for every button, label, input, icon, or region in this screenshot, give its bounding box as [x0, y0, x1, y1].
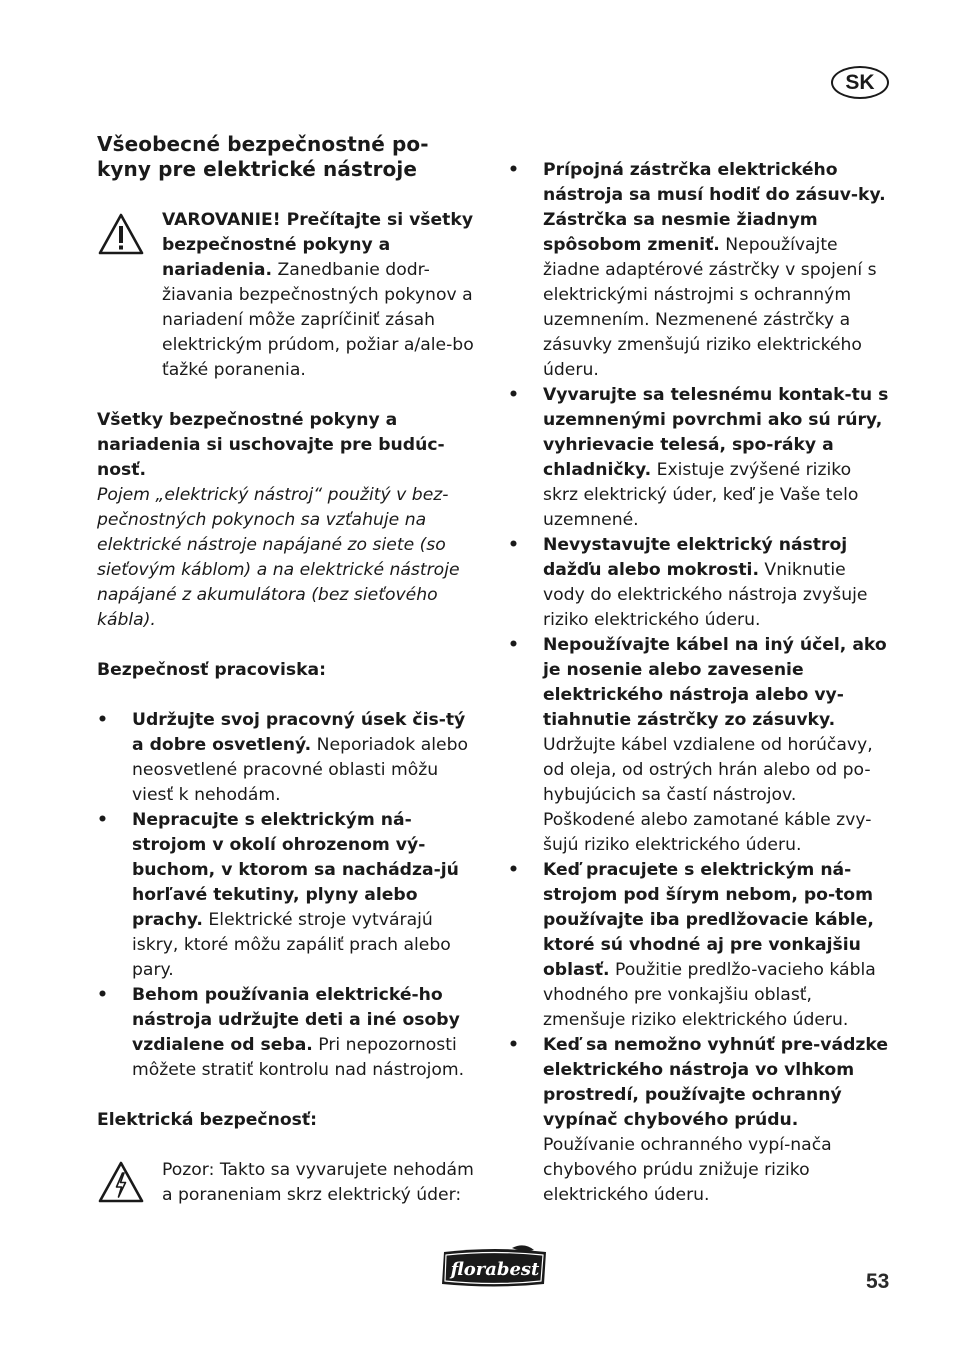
list-item-text: Existuje zvýšené riziko skrz elektrický úder, keď je Vaše telo uzemnené.: [543, 460, 859, 530]
list-item-text: Pri nepozornosti môžete stratiť kontrolu nad nástrojom.: [132, 1035, 465, 1080]
page-number: 53: [866, 1270, 890, 1293]
warning-text: [162, 208, 479, 383]
list-item-bold: Nepoužívajte kábel na iný účel, ako je nosenie alebo zavesenie elektrického nástroja alebo vy-tiahnutie zástrčky zo zásuvky.: [543, 635, 887, 730]
list-item: [508, 1033, 890, 1208]
list-item-bold: Vyvarujte sa telesnému kontak-tu s uzemnenými povrchmi ako sú rúry, vyhrievacie telesá, spo-ráky a chladničky.: [543, 385, 889, 480]
florabest-logo: [438, 1244, 552, 1290]
list-item: [508, 533, 890, 633]
list-item-bold: Udržujte svoj pracovný úsek čis-tý a dobre osvetlený.: [132, 710, 466, 755]
keep-instructions-heading: Všetky bezpečnostné pokyny a nariadenia si uschovajte pre budúc-nosť.: [97, 410, 445, 480]
list-item: [97, 708, 479, 808]
list-item-bold: Prípojná zástrčka elektrického nástroja sa musí hodiť do zásuv-ky. Zástrčka sa nesmie žiadnym spôsobom zmeniť.: [543, 160, 886, 255]
right-column: [508, 158, 890, 1208]
language-badge: SK: [831, 66, 889, 99]
section-title: [97, 132, 479, 182]
list-item-text: Nepoužívajte žiadne adaptérové zástrčky v spojení s elektrickými nástrojmi s ochranným uzemnením. Nezmenené zástrčky a zásuvky zmenšujú riziko elektrického úderu.: [543, 235, 877, 380]
list-item-text: Elektrické stroje vytvárajú iskry, ktoré môžu zapáliť prach alebo pary.: [132, 910, 451, 980]
list-item-bold: Keď pracujete s elektrickým ná-strojom pod šírym nebom, po-tom používajte iba predlžovacie káble, ktoré sú vhodné aj pre vonkajšiu oblasť.: [543, 860, 874, 980]
section-title-line1: Všeobecné bezpečnostné po-: [97, 132, 429, 156]
list-item-text: Používanie ochranného vypí-nača chybového prúdu znižuje riziko elektrického úderu.: [543, 1135, 832, 1205]
electrical-safety-heading: Elektrická bezpečnosť:: [97, 1110, 317, 1130]
bullet-dot: •: [508, 860, 519, 880]
left-column: [97, 132, 479, 1208]
list-item: [508, 858, 890, 1033]
warning-body-text: Zanedbanie dodr-žiavania bezpečnostných pokynov a nariadení môže zapríčiniť zásah elektrickým prúdom, požiar a/ale-bo ťažké poranenia.: [162, 260, 474, 380]
electrical-note: [97, 1158, 479, 1208]
bullet-dot: •: [508, 1035, 519, 1055]
general-warning: [97, 208, 479, 383]
section-title-line2: kyny pre elektrické nástroje: [97, 157, 418, 181]
bullet-dot: •: [508, 635, 519, 655]
list-item-bold: Behom používania elektrické-ho nástroja udržujte deti a iné osoby vzdialene od seba.: [132, 985, 460, 1055]
bullet-dot: •: [97, 810, 108, 830]
list-item-bold: Keď sa nemožno vyhnúť pre-vádzke elektrického nástroja vo vlhkom prostredí, používajte ochranný vypínač chybového prúdu.: [543, 1035, 889, 1130]
list-item: [97, 983, 479, 1083]
definition-text: Pojem „elektrický nástroj“ použitý v bez-pečnostných pokynoch sa vzťahuje na elektrické nástroje napájané zo siete (so sieťovým káblom) a na elektrické nástroje napájané z akumulátora (bez sieťového kábla).: [97, 485, 460, 630]
list-item-text: Udržujte kábel vzdialene od horúčavy, od oleja, od ostrých hrán alebo od po-hybujúcich sa častí nástrojov. Poškodené alebo zamotané káble zvy-šujú riziko elektrického úderu.: [543, 735, 873, 855]
bullet-dot: •: [508, 160, 519, 180]
workplace-safety-heading: Bezpečnosť pracoviska:: [97, 660, 326, 680]
electric-shock-warning-icon: [97, 1160, 145, 1204]
list-item-text: Vniknutie vody do elektrického nástroja zvyšuje riziko elektrického úderu.: [543, 560, 868, 630]
list-item: [508, 158, 890, 383]
bullet-dot: •: [97, 710, 108, 730]
bullet-dot: •: [508, 535, 519, 555]
list-item-bold: Nepracujte s elektrickým ná-strojom v okolí ohrozenom vý-buchom, v ktorom sa nachádza-jú horľavé tekutiny, plyny alebo prachy.: [132, 810, 459, 930]
electrical-note-text: Pozor: Takto sa vyvarujete nehodám a poraneniam skrz elektrický úder:: [162, 1160, 474, 1205]
warning-exclamation-icon: [97, 212, 145, 256]
list-item: [97, 808, 479, 983]
list-item: [508, 633, 890, 858]
logo-text: florabest: [450, 1259, 540, 1280]
bullet-dot: •: [508, 385, 519, 405]
list-item-text: Použitie predlžo-vacieho kábla vhodného pre vonkajšiu oblasť, zmenšuje riziko elektrického úderu.: [543, 960, 876, 1030]
list-item-bold: Nevystavujte elektrický nástroj dažďu alebo mokrosti.: [543, 535, 848, 580]
list-item-text: Neporiadok alebo neosvetlené pracovné oblasti môžu viesť k nehodám.: [132, 735, 469, 805]
list-item: [508, 383, 890, 533]
bullet-dot: •: [97, 985, 108, 1005]
warning-bold-text: VAROVANIE! Prečítajte si všetky bezpečnostné pokyny a nariadenia.: [162, 210, 474, 280]
